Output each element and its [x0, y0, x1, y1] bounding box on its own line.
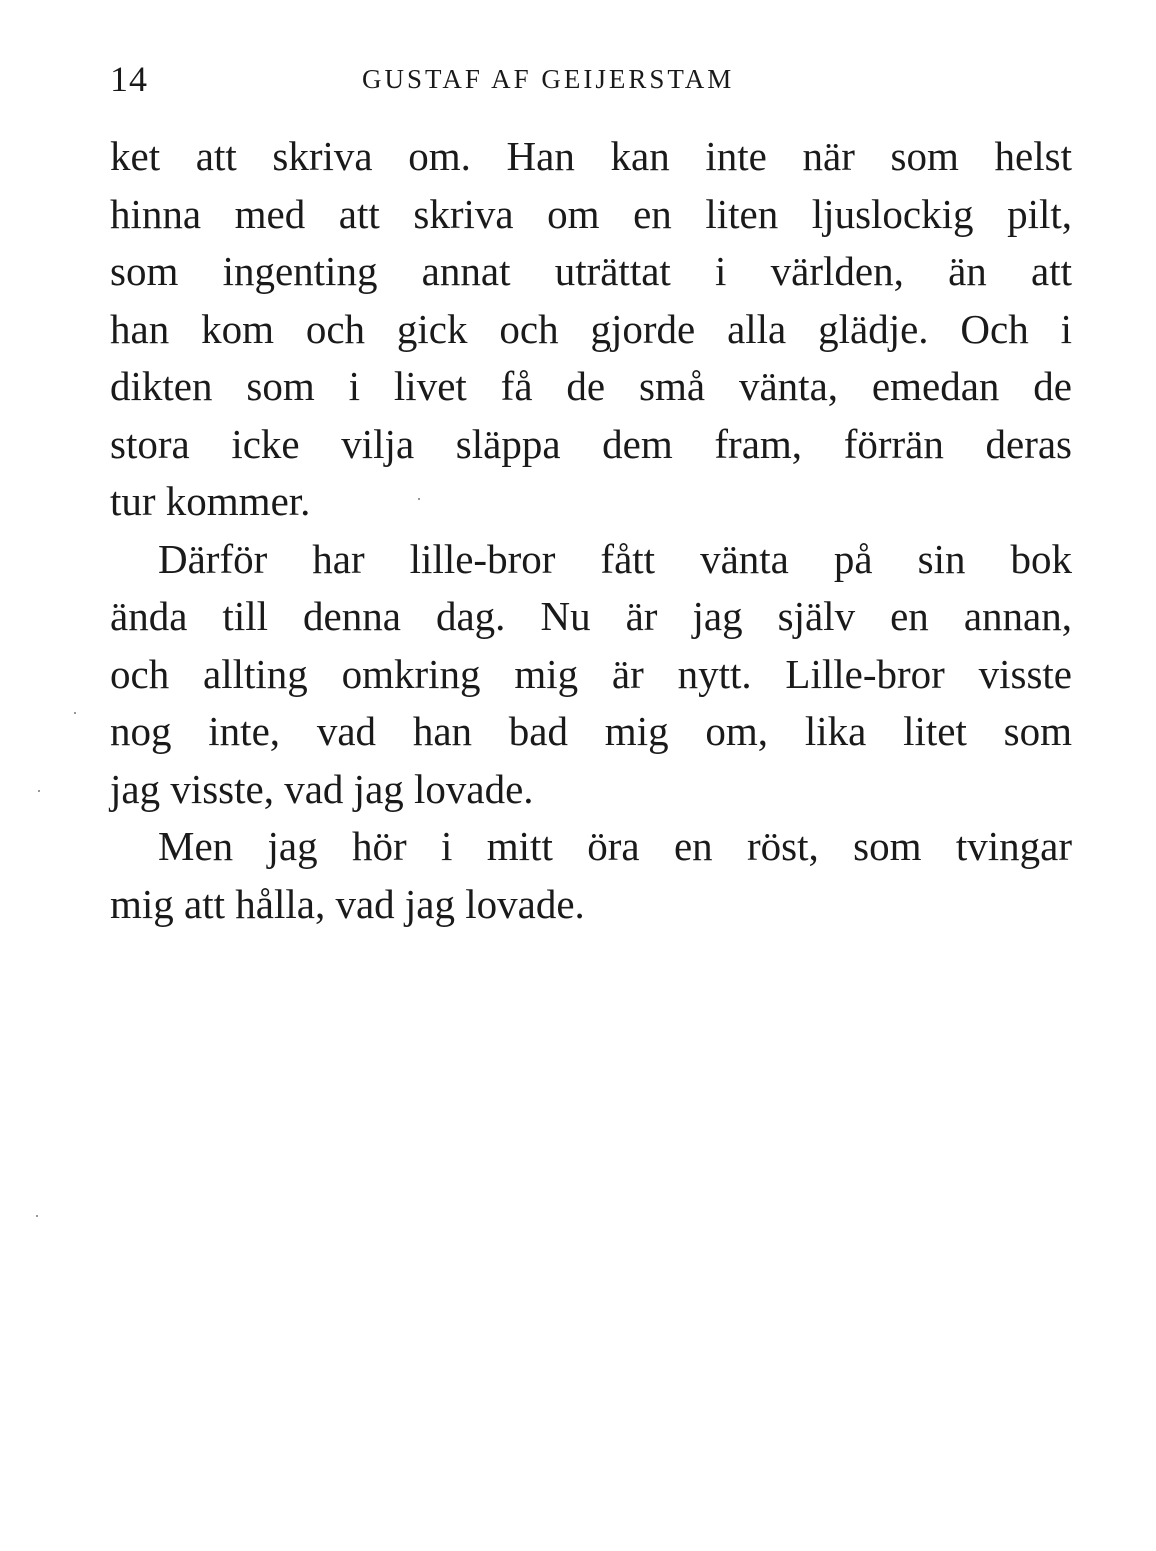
text-line: hinna med att skriva om en liten ljuslockig pilt, [110, 190, 1072, 237]
running-head [110, 58, 1075, 98]
running-title: GUSTAF AF GEIJERSTAM [362, 64, 735, 94]
text-line: jag visste, vad jag lovade. [110, 765, 534, 812]
text-line: ket att skriva om. Han kan inte när som helst [110, 133, 1072, 179]
text-line: dikten som i livet få de små vänta, emedan de [110, 363, 1072, 409]
text-line: Men jag hör i mitt öra en röst, som tvingar [158, 823, 1072, 869]
text-line: tur kommer. [110, 478, 311, 524]
body-text [110, 128, 1072, 933]
speck [36, 1215, 38, 1217]
text-line: han kom och gick och gjorde alla glädje. Och i [110, 305, 1072, 352]
speck [74, 712, 76, 714]
text-line: ända till denna dag. Nu är jag själv en annan, [110, 593, 1072, 639]
text-line: och allting omkring mig är nytt. Lille-bror visste [110, 650, 1072, 697]
speck [418, 498, 420, 500]
text-line: stora icke vilja släppa dem fram, förrän deras [110, 420, 1072, 467]
text-line: mig att hålla, vad jag lovade. [110, 880, 585, 927]
speck [38, 790, 40, 792]
text-line: nog inte, vad han bad mig om, lika litet som [110, 708, 1072, 754]
text-line: som ingenting annat uträttat i världen, än att [110, 248, 1072, 294]
text-line: Därför har lille-bror fått vänta på sin bok [158, 535, 1072, 582]
page-number: 14 [110, 59, 148, 99]
